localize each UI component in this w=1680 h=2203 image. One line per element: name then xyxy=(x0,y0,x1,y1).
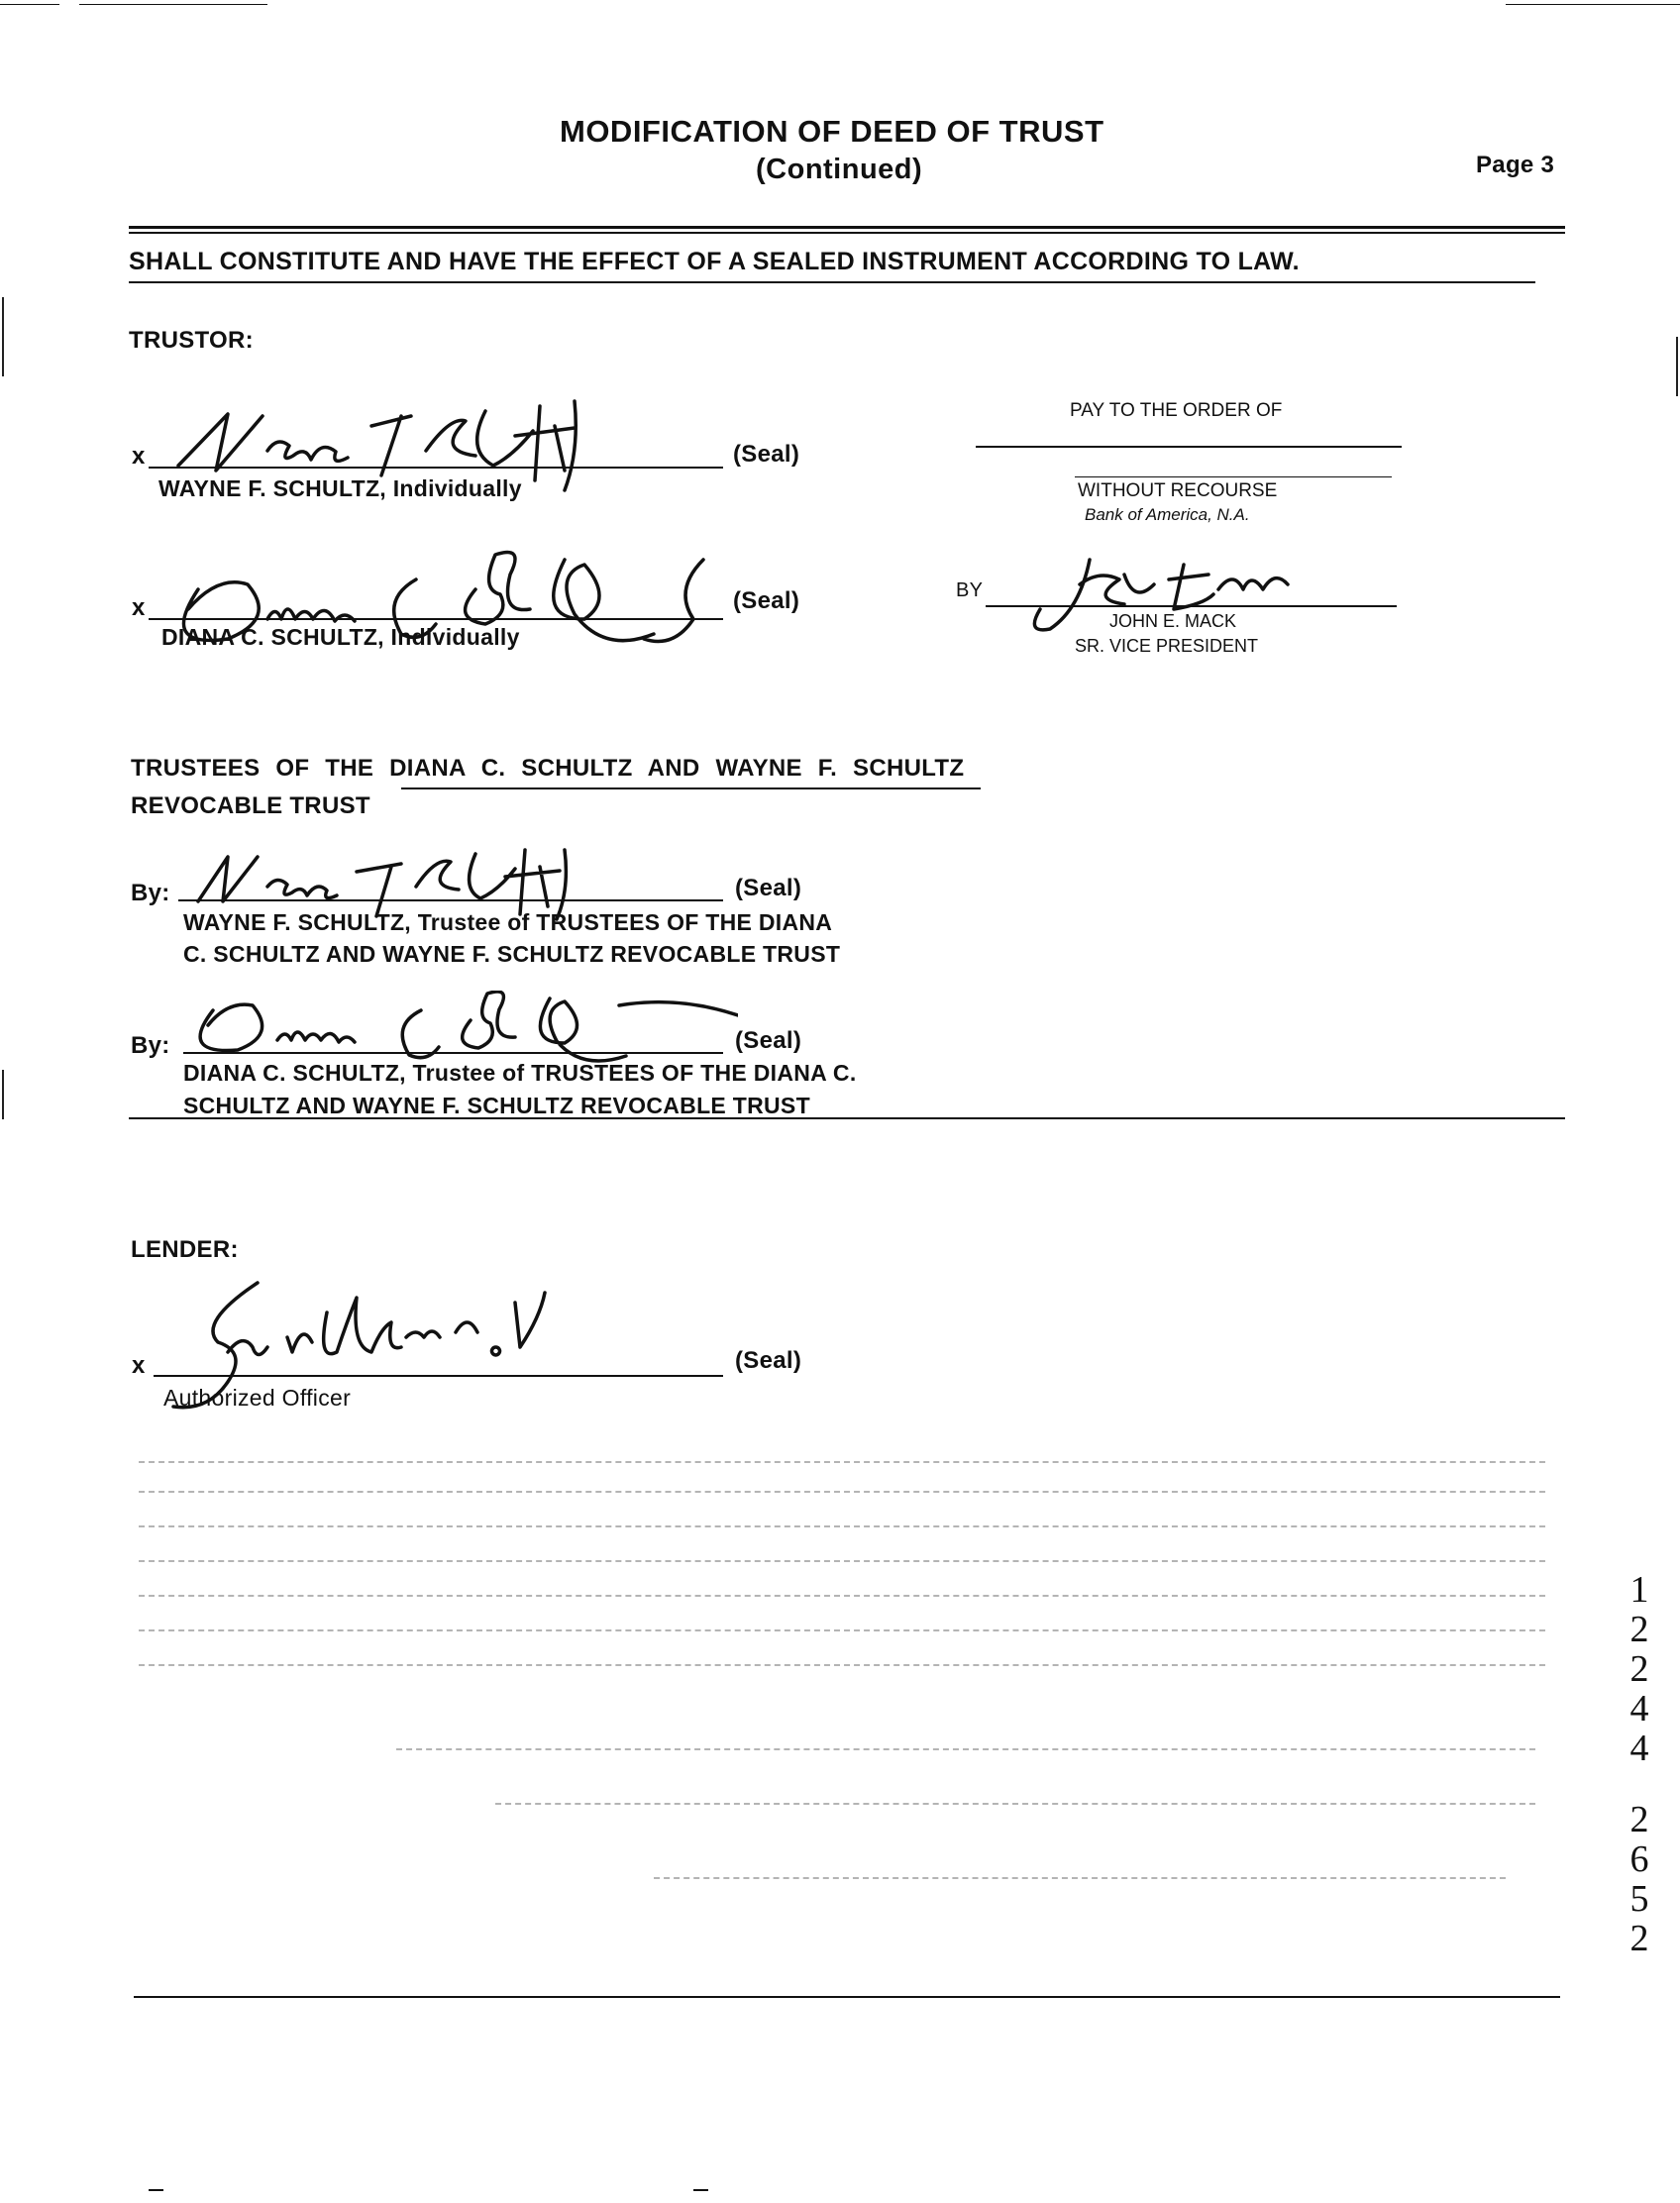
stamp-digit: 6 xyxy=(1629,1838,1649,1880)
without-recourse: WITHOUT RECOURSE xyxy=(1078,480,1278,501)
bleed-through-noise xyxy=(139,1461,1545,1463)
sealed-instrument-statement: SHALL CONSTITUTE AND HAVE THE EFFECT OF A SEALED INSTRUMENT ACCORDING TO LAW. xyxy=(129,248,1300,275)
trustee-by-label-1: By: xyxy=(131,880,170,906)
scan-edge-mark xyxy=(2,1070,4,1119)
stamp-digit: 2 xyxy=(1629,1609,1649,1650)
trustee-signature-line-2 xyxy=(183,1052,723,1054)
diana-trustee-line-1: DIANA C. SCHULTZ, Trustee of TRUSTEES OF THE DIANA C. xyxy=(183,1060,857,1086)
lender-heading: LENDER: xyxy=(131,1236,239,1263)
lender-mark-x: x xyxy=(132,1352,146,1379)
statement-underline xyxy=(129,281,1535,283)
trustees-heading-line-2: REVOCABLE TRUST xyxy=(131,792,370,819)
trustee-signature-line-1 xyxy=(178,899,723,901)
diana-trustee-signature xyxy=(183,991,738,1070)
wayne-trustee-line-2: C. SCHULTZ AND WAYNE F. SCHULTZ REVOCABLE TRUST xyxy=(183,941,841,967)
trustee-seal-2: (Seal) xyxy=(735,1027,802,1054)
scan-edge-mark xyxy=(693,2189,708,2191)
bleed-through-noise xyxy=(654,1877,1506,1879)
footer-rule xyxy=(134,1996,1560,1998)
recording-number-stamp xyxy=(1620,1570,1659,1958)
endorsement-by: BY xyxy=(956,579,984,601)
bleed-through-noise xyxy=(139,1595,1545,1597)
stamp-digit: 4 xyxy=(1629,1688,1649,1730)
header-rule-2 xyxy=(129,232,1565,234)
page-number: Page 3 xyxy=(1476,152,1555,178)
stamp-digit: 2 xyxy=(1629,1799,1649,1840)
signature-line-1 xyxy=(149,467,723,469)
trustees-underline xyxy=(401,787,981,789)
diana-trustee-line-2: SCHULTZ AND WAYNE F. SCHULTZ REVOCABLE TRUST xyxy=(183,1093,810,1118)
bleed-through-noise xyxy=(139,1525,1545,1527)
bleed-through-noise xyxy=(139,1629,1545,1631)
bleed-through-noise xyxy=(495,1803,1535,1805)
lender-signature-line xyxy=(154,1375,723,1377)
bleed-through-noise xyxy=(396,1748,1535,1750)
trustor-heading: TRUSTOR: xyxy=(129,327,254,354)
pay-to-line-2 xyxy=(1075,476,1392,477)
diana-schultz-individually: DIANA C. SCHULTZ, Individually xyxy=(161,624,520,650)
header-rule xyxy=(129,226,1565,229)
scan-edge-mark xyxy=(149,2189,163,2191)
signature-mark-x-2: x xyxy=(132,594,146,621)
trustees-heading-line-1: TRUSTEES OF THE DIANA C. SCHULTZ AND WAYNE F. SCHULTZ xyxy=(131,755,965,782)
officer-name: JOHN E. MACK xyxy=(1109,611,1237,631)
signature-line-2 xyxy=(149,618,723,620)
stamp-digit: 4 xyxy=(1629,1728,1649,1769)
pay-to-line xyxy=(976,446,1402,448)
stamp-digit: 1 xyxy=(1629,1569,1649,1611)
bleed-through-noise xyxy=(139,1491,1545,1493)
wayne-schultz-individually: WAYNE F. SCHULTZ, Individually xyxy=(158,475,522,501)
bleed-through-noise xyxy=(139,1664,1545,1666)
bank-name: Bank of America, N.A. xyxy=(1085,505,1250,524)
trustee-seal-1: (Seal) xyxy=(735,875,802,901)
trustee-by-label-2: By: xyxy=(131,1032,170,1059)
stamp-digit: 2 xyxy=(1629,1918,1649,1959)
stamp-digit: 5 xyxy=(1629,1878,1649,1920)
authorized-officer-label: Authorized Officer xyxy=(163,1385,352,1411)
scan-edge-mark xyxy=(2,297,4,376)
trustee-bottom-rule xyxy=(129,1117,1565,1119)
diana-schultz-signature xyxy=(149,550,723,669)
document-subtitle: (Continued) xyxy=(756,154,923,185)
pay-to-the-order-of: PAY TO THE ORDER OF xyxy=(1070,400,1283,421)
endorsement-signature-line xyxy=(986,605,1397,607)
seal-label-1: (Seal) xyxy=(733,441,800,468)
document-title: MODIFICATION OF DEED OF TRUST xyxy=(560,114,1104,149)
signature-mark-x: x xyxy=(132,443,146,470)
wayne-trustee-line-1: WAYNE F. SCHULTZ, Trustee of TRUSTEES OF THE DIANA xyxy=(183,909,833,935)
scan-edge-mark xyxy=(1676,337,1678,396)
stamp-digit: 2 xyxy=(1629,1648,1649,1690)
bleed-through-noise xyxy=(139,1560,1545,1562)
lender-seal: (Seal) xyxy=(735,1347,802,1374)
officer-title: SR. VICE PRESIDENT xyxy=(1075,636,1259,656)
seal-label-2: (Seal) xyxy=(733,587,800,614)
